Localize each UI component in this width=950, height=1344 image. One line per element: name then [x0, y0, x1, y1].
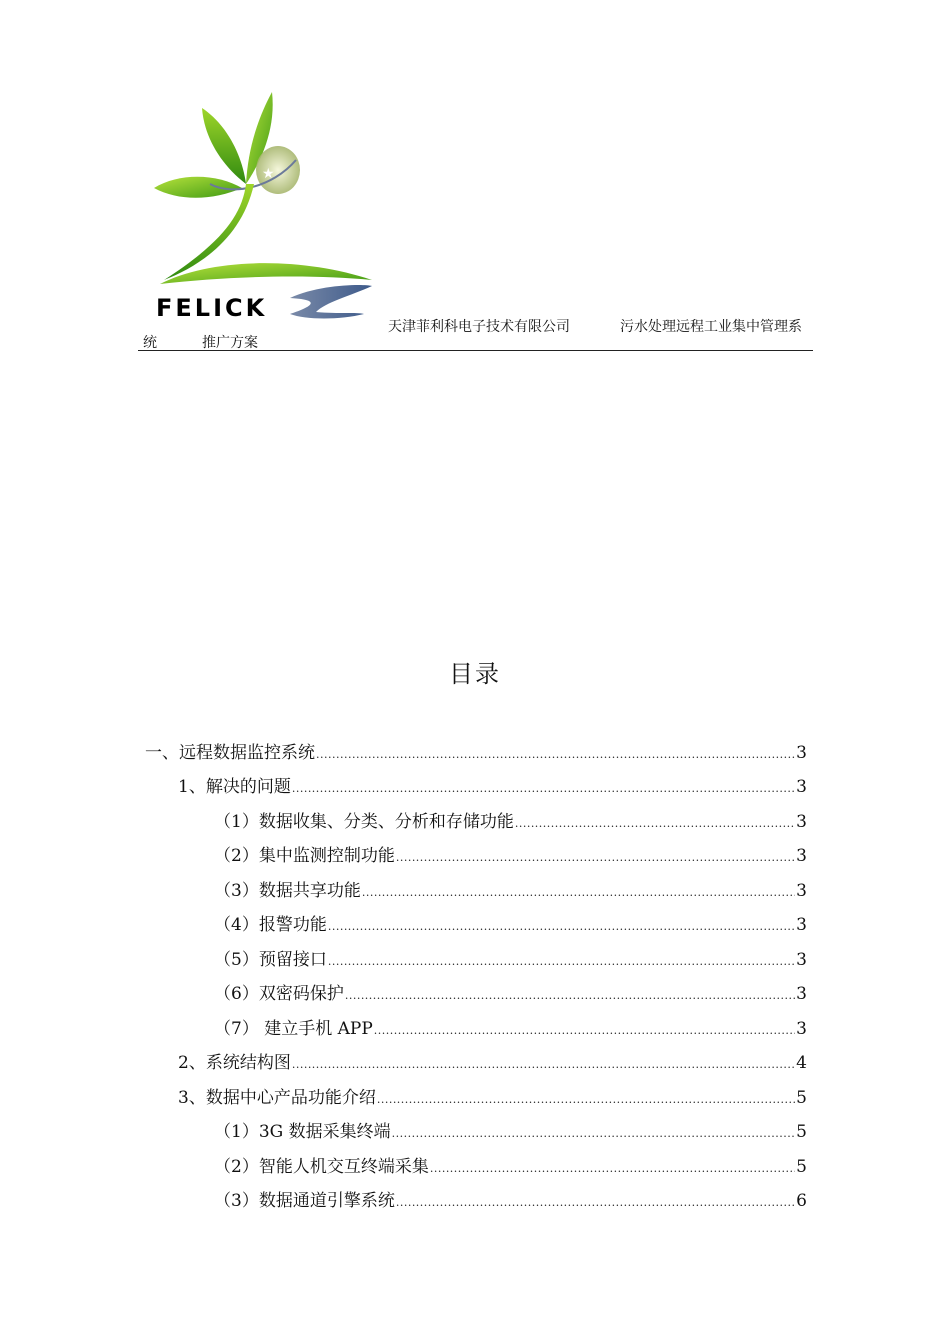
- toc-leader-dots: [430, 1154, 795, 1184]
- toc-entry-page: 3: [796, 1019, 807, 1039]
- toc-entry-label: （1）3G 数据采集终端: [214, 1122, 391, 1142]
- toc-entry-page: 3: [796, 846, 807, 866]
- toc-entry-page: 5: [796, 1088, 807, 1108]
- header-document-title-continued: 统: [143, 335, 157, 351]
- toc-entry[interactable]: [214, 807, 807, 837]
- toc-entry[interactable]: [214, 979, 807, 1009]
- toc-title: 目录: [449, 660, 501, 688]
- toc-entry-page: 6: [796, 1191, 807, 1211]
- felick-logo-graphic: [150, 88, 380, 328]
- toc-entry-page: 3: [796, 777, 807, 797]
- toc-entry-label: （1）数据收集、分类、分析和存储功能: [214, 812, 514, 832]
- toc-entry[interactable]: [214, 1117, 807, 1147]
- toc-entry-page: 3: [796, 984, 807, 1004]
- toc-leader-dots: [345, 981, 795, 1011]
- toc-leader-dots: [396, 1188, 795, 1218]
- toc-entry-page: 3: [796, 950, 807, 970]
- header-divider: [138, 350, 813, 351]
- header-document-subtitle: 推广方案: [202, 335, 258, 351]
- toc-entry[interactable]: [214, 910, 807, 940]
- toc-entry[interactable]: [145, 738, 807, 768]
- toc-leader-dots: [396, 843, 795, 873]
- toc-entry-label: （5）预留接口: [214, 950, 327, 970]
- toc-entry-label: 一、远程数据监控系统: [145, 743, 315, 763]
- toc-leader-dots: [392, 1119, 796, 1149]
- toc-entry[interactable]: [178, 1083, 807, 1113]
- toc-leader-dots: [292, 774, 795, 804]
- toc-entry[interactable]: [214, 945, 807, 975]
- toc-leader-dots: [515, 809, 795, 839]
- toc-leader-dots: [374, 1016, 795, 1046]
- toc-entry[interactable]: [214, 876, 807, 906]
- toc-entry-label: （3）数据共享功能: [214, 881, 361, 901]
- toc-entry-label: （6）双密码保护: [214, 984, 344, 1004]
- toc-leader-dots: [292, 1050, 795, 1080]
- logo-wordmark: FELICK: [156, 294, 268, 322]
- toc-entry-page: 3: [796, 743, 807, 763]
- toc-entry-page: 4: [796, 1053, 807, 1073]
- header-document-title: 污水处理远程工业集中管理系: [620, 319, 802, 335]
- toc-entry-label: （3）数据通道引擎系统: [214, 1191, 395, 1211]
- toc-leader-dots: [328, 947, 795, 977]
- toc-entry-label: 1、解决的问题: [178, 777, 291, 797]
- svg-text:★: ★: [262, 166, 275, 182]
- toc-entry-page: 3: [796, 881, 807, 901]
- header-company-name: 天津菲利科电子技术有限公司: [388, 319, 570, 335]
- felick-logo: [150, 88, 380, 328]
- toc-entry-label: （2）集中监测控制功能: [214, 846, 395, 866]
- toc-leader-dots: [377, 1085, 795, 1115]
- toc-entry-label: （2）智能人机交互终端采集: [214, 1157, 429, 1177]
- toc-entry-page: 5: [796, 1157, 807, 1177]
- toc-entry[interactable]: [214, 1186, 807, 1216]
- toc-entry[interactable]: [214, 1152, 807, 1182]
- toc-entry-label: 2、系统结构图: [178, 1053, 291, 1073]
- toc-leader-dots: [316, 740, 795, 770]
- toc-entry[interactable]: [214, 841, 807, 871]
- toc-entry-page: 5: [796, 1122, 807, 1142]
- toc-entry-label: 3、数据中心产品功能介绍: [178, 1088, 376, 1108]
- toc-entry-label: （4）报警功能: [214, 915, 327, 935]
- toc-entry[interactable]: [178, 772, 807, 802]
- toc-entry-page: 3: [796, 812, 807, 832]
- toc-entry[interactable]: [214, 1014, 807, 1044]
- toc-entry-label: （7） 建立手机 APP: [214, 1019, 373, 1039]
- toc-leader-dots: [328, 912, 795, 942]
- toc-entry[interactable]: [178, 1048, 807, 1078]
- toc-entry-page: 3: [796, 915, 807, 935]
- toc-leader-dots: [362, 878, 795, 908]
